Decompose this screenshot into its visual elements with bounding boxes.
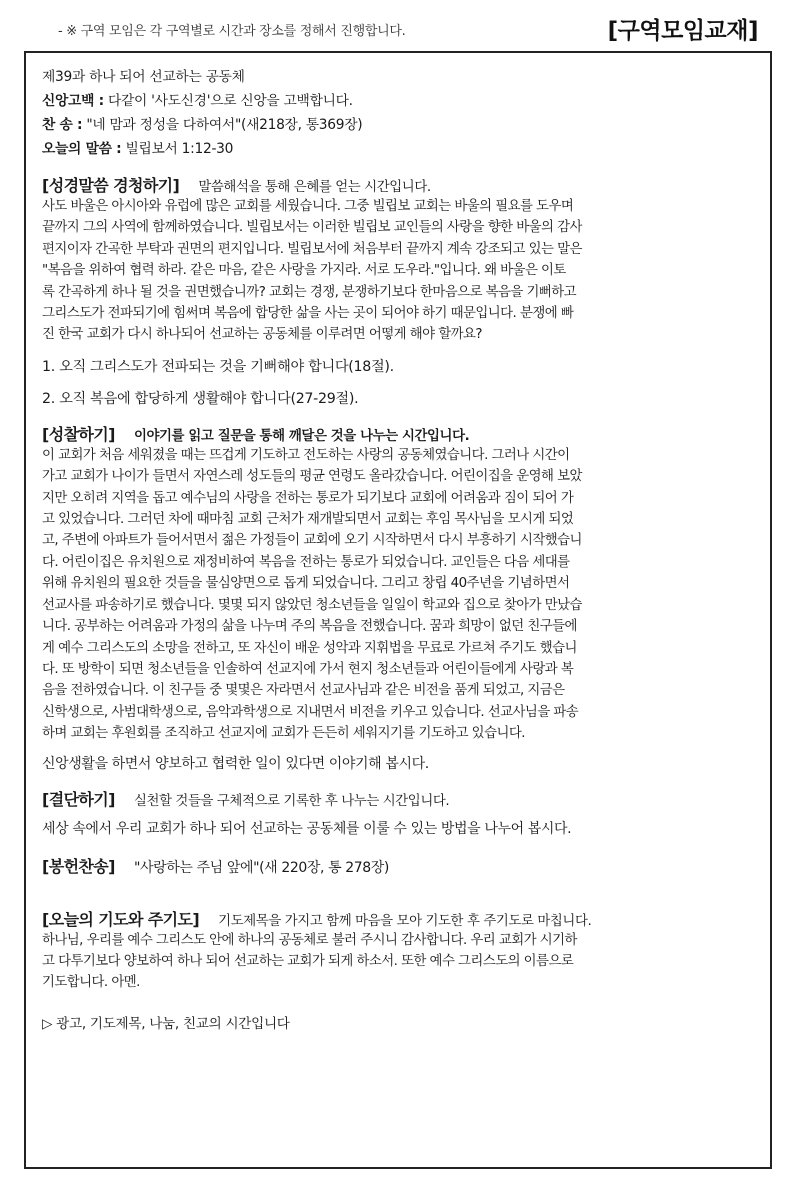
paragraph-line: 다. 또 방학이 되면 청소년들을 인솔하여 선교지에 가서 현지 청소년들과 어린이들에게 사랑과 복	[42, 661, 574, 677]
study-point-2: 2. 오직 복음에 합당하게 생활해야 합니다(27-29절).	[42, 390, 359, 407]
hymn-label: 찬 송 :	[42, 117, 83, 133]
reflection-question: 신앙생활을 하면서 양보하고 협력한 일이 있다면 이야기해 봅시다.	[42, 755, 429, 772]
offering-hymn-section	[42, 854, 760, 877]
creed-text: 다같이 '사도신경'으로 신앙을 고백합니다.	[107, 93, 353, 109]
paragraph-line: 진 한국 교회가 다시 하나되어 선교하는 공동체를 이루려면 어떻게 해야 할까요?	[42, 327, 482, 343]
paragraph-line: 니다. 공부하는 어려움과 가정의 삶을 나누며 주의 복음을 전했습니다. 꿈과 희망이 없던 친구들에	[42, 619, 577, 635]
paragraph-line: 다. 어린이집은 유치원으로 재정비하여 복음을 전하는 통로가 되었습니다. 교인들은 다음 세대를	[42, 554, 570, 570]
decision-subtitle: 실천할 것들을 구체적으로 기록한 후 나누는 시간입니다.	[133, 793, 450, 809]
lesson-title: 제39과 하나 되어 선교하는 공동체	[42, 69, 245, 85]
paragraph-line: 위해 유치원의 필요한 것들을 물심양면으로 돕게 되었습니다. 그리고 창립 40주년을 기념하면서	[42, 576, 570, 592]
scripture-text: 빌립보서 1:12-30	[125, 141, 234, 157]
paragraph-line: 하며 교회는 후원회를 조직하고 선교지에 교회가 든든히 세워지기를 기도하고 있습니다.	[42, 726, 525, 742]
material-badge: [구역모임교재]	[607, 18, 758, 44]
study-point-1: 1. 오직 그리스도가 전파되는 것을 기뻐해야 합니다(18절).	[42, 358, 394, 375]
reflection-paragraph	[42, 445, 760, 745]
reflection-title: [성찰하기]	[42, 424, 115, 444]
hymn-text: "네 맘과 정성을 다하여서"(새218장, 통369장)	[86, 117, 363, 133]
reflection-section	[42, 422, 760, 775]
decision-section	[42, 787, 760, 840]
top-header	[58, 10, 758, 44]
reflection-subtitle: 이야기를 읽고 질문을 통해 깨달은 것을 나누는 시간입니다.	[133, 428, 470, 444]
prayer-title: [오늘의 기도와 주기도]	[42, 909, 200, 929]
paragraph-line: 게 예수 그리스도의 소망을 전하고, 또 자신이 배운 성악과 지휘법을 무료로 가르쳐 주기도 했습니	[42, 640, 577, 656]
paragraph-line: 끝까지 그의 사역에 함께하였습니다. 빌립보서는 이러한 빌립보 교인들의 사랑을 향한 바울의 감사	[42, 220, 582, 236]
paragraph-line: 고 다투기보다 양보하여 하나 되어 선교하는 교회가 되게 하소서. 또한 예수 그리스도의 이름으로	[42, 953, 574, 969]
paragraph-line: 신학생으로, 사범대학생으로, 음악과학생으로 지내면서 비전을 키우고 있습니다. 선교사님을 파송	[42, 704, 579, 720]
paragraph-line: 그리스도가 전파되기에 힘써며 복음에 합당한 삶을 사는 곳이 되어야 하기 때문입니다. 분쟁에 빠	[42, 306, 574, 322]
lesson-box	[24, 51, 772, 1169]
creed-label: 신앙고백 :	[42, 93, 104, 109]
bible-study-section	[42, 173, 760, 410]
paragraph-line: 사도 바울은 아시아와 유럽에 많은 교회를 세웠습니다. 그중 빌립보 교회는 바울의 필요를 도우며	[42, 199, 574, 214]
meeting-note: - ※ 구역 모임은 각 구역별로 시간과 장소를 정해서 진행합니다.	[58, 24, 406, 39]
paragraph-line: 기도합니다. 아멘.	[42, 975, 140, 991]
prayer-section	[42, 907, 760, 994]
decision-title: [결단하기]	[42, 789, 115, 809]
decision-question: 세상 속에서 우리 교회가 하나 되어 선교하는 공동체를 이룰 수 있는 방법을 나누어 봅시다.	[42, 820, 572, 837]
scripture-row	[42, 137, 760, 161]
hymn-row	[42, 113, 760, 137]
bible-study-subtitle: 말씀해석을 통해 은혜를 얻는 시간입니다.	[198, 180, 431, 195]
bible-study-title: [성경말씀 경청하기]	[42, 176, 180, 195]
creed-row	[42, 89, 760, 113]
paragraph-line: 록 간곡하게 하나 될 것을 권면했습니까? 교회는 경쟁, 분쟁하기보다 한마음으로 복음을 기뻐하고	[42, 284, 577, 300]
paragraph-line: 하나님, 우리를 예수 그리스도 안에 하나의 공동체로 불러 주시니 감사합니다. 우리 교회가 시기하	[42, 932, 577, 948]
paragraph-line: 편지이자 간곡한 부탁과 권면의 편지입니다. 빌립보서에 처음부터 끝까지 계속 강조되고 있는 말은	[42, 241, 582, 257]
paragraph-line: 가고 교회가 나이가 들면서 자연스레 성도들의 평균 연령도 올라갔습니다. 어린이집을 운영해 보았	[42, 469, 582, 485]
paragraph-line: 이 교회가 처음 세워졌을 때는 뜨겁게 기도하고 전도하는 사랑의 공동체였습니다. 그러나 시간이	[42, 447, 570, 463]
paragraph-line: 지만 오히려 지역을 돕고 예수님의 사랑을 전하는 통로가 되기보다 교회에 어려움과 짐이 되어 가	[42, 490, 574, 506]
paragraph-line: 고, 주변에 아파트가 들어서면서 젊은 가정들이 교회에 오기 시작하면서 다시 부흥하기 시작했습니	[42, 533, 582, 549]
offering-hymn-title: [봉헌찬송]	[42, 856, 115, 876]
prayer-paragraph	[42, 930, 760, 994]
scripture-label: 오늘의 말씀 :	[42, 141, 122, 157]
prayer-subtitle: 기도제목을 가지고 함께 마음을 모아 기도한 후 주기도로 마칩니다.	[218, 913, 592, 929]
paragraph-line: 선교사를 파송하기로 했습니다. 몇몇 되지 않았던 청소년들을 일일이 학교와 집으로 찾아가 만났습	[42, 597, 582, 613]
offering-hymn-text: "사랑하는 주님 앞에"(새 220장, 통 278장)	[133, 859, 389, 876]
bible-study-paragraph	[42, 196, 760, 346]
paragraph-line: 음을 전하였습니다. 이 친구들 중 몇몇은 자라면서 선교사님과 같은 비전을 품게 되었고, 지금은	[42, 683, 565, 699]
paragraph-line: 고 있었습니다. 그러던 차에 때마침 교회 근처가 재개발되면서 교회는 후임 목사님을 모시게 되었	[42, 512, 574, 528]
paragraph-line: "복음을 위하여 협력 하라. 같은 마음, 같은 사랑을 가지라. 서로 도우라."입니다. 왜 바울은 이토	[42, 263, 566, 279]
closing-note: ▷ 광고, 기도제목, 나눔, 친교의 시간입니다	[42, 1015, 290, 1032]
